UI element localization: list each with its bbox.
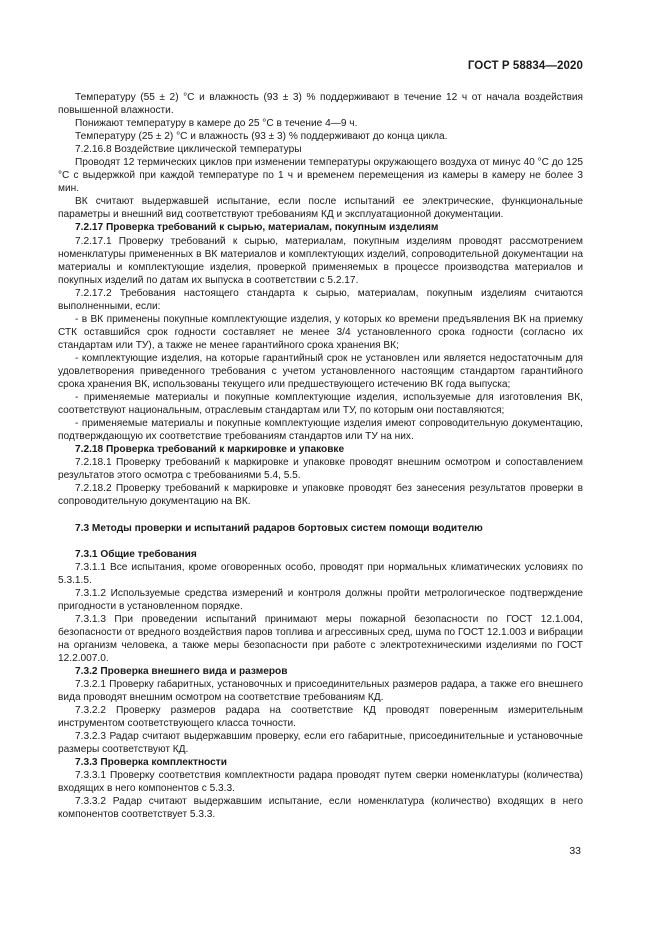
document-code: ГОСТ Р 58834—2020	[467, 60, 583, 72]
paragraph: 7.3.1.1 Все испытания, кроме оговоренных особо, проводят при нормальных климатических условиях по 5.3.1.5.	[58, 561, 583, 586]
paragraph: Температуру (55 ± 2) °С и влажность (93 ± 3) % поддерживают в течение 12 ч от начала воздействия повышенной влажности.	[58, 92, 583, 117]
section-heading: 7.2.18 Проверка требований к маркировке и упаковке	[75, 444, 345, 456]
page-number: 33	[569, 845, 581, 857]
paragraph: 7.2.17.1 Проверку требований к сырью, материалам, покупным изделиям проводят рассмотрением номенклатуры примененных в ВК материалов и комплектующих изделий, сопроводительной документации на материалы и комплектующие изделия, проверкой применяемых в процессе производства материалов и покупных изделий по датам их выпуска в соответствии с 5.2.17.	[58, 235, 583, 286]
list-item: - в ВК применены покупные комплектующие изделия, у которых ко времени предъявления ВК на приемку СТК оставшийся срок годности составляет не менее 3/4 установленного срока годности (согласно их стандартам или ТУ), а также не менее гарантийного срока хранения ВК;	[58, 313, 583, 351]
document-body	[58, 91, 583, 822]
paragraph: 7.3.1.3 При проведении испытаний принимают меры пожарной безопасности по ГОСТ 12.1.004, безопасности от вредного воздействия паров топлива и агрессивных сред, шума по ГОСТ 12.1.003 и вибрации на организм человека, а также меры безопасности при работе с электротехническими изделиями по ГОСТ 12.2.007.0.	[58, 613, 583, 664]
chapter-heading: 7.3 Методы проверки и испытаний радаров бортовых систем помощи водителю	[75, 522, 483, 534]
paragraph: 7.3.2.2 Проверку размеров радара на соответствие КД проводят поверенным измерительным инструментом соответствующего класса точности.	[58, 705, 583, 730]
section-heading: 7.3.2 Проверка внешнего вида и размеров	[75, 665, 288, 677]
paragraph: ВК считают выдержавшей испытание, если после испытаний ее электрические, функциональные параметры и внешний вид соответствуют требованиям КД и эксплуатационной документации.	[58, 196, 583, 221]
paragraph: 7.2.18.2 Проверку требований к маркировке и упаковке проводят без занесения результатов проверки в сопроводительную документацию на ВК.	[58, 483, 583, 508]
paragraph: 7.2.17.2 Требования настоящего стандарта к сырью, материалам, покупным изделиям считаются выполненными, если:	[58, 287, 583, 312]
section-heading: 7.3.1 Общие требования	[75, 548, 197, 560]
paragraph: 7.2.18.1 Проверку требований к маркировке и упаковке проводят внешним осмотром и сопоставлением результатов этого осмотра с требованиями 5.4, 5.5.	[58, 457, 583, 482]
section-heading: 7.2.17 Проверка требований к сырью, материалам, покупным изделиям	[75, 222, 439, 234]
paragraph: 7.3.2.3 Радар считают выдержавшим проверку, если его габаритные, присоединительные и установочные размеры соответствуют КД.	[58, 731, 583, 756]
list-item: - применяемые материалы и покупные комплектующие изделия, используемые для изготовления ВК, соответствуют национальным, отраслевым стандартам или ТУ, по которым они поставляются;	[58, 392, 583, 417]
list-item: - комплектующие изделия, на которые гарантийный срок не установлен или является недостаточным для удовлетворения приведенного требования с учетом установленного настоящим стандартом гарантийного срока хранения ВК, использованы текущего или предшествующего истечению ВК года выпуска;	[58, 352, 583, 391]
paragraph: 7.3.1.2 Используемые средства измерений и контроля должны пройти метрологическое подтверждение пригодности в установленном порядке.	[58, 587, 583, 612]
section-heading: 7.3.3 Проверка комплектности	[75, 757, 227, 769]
paragraph: 7.3.3.2 Радар считают выдержавшим испытание, если номенклатура (количество) входящих в него компонентов соответствует 5.3.3.	[58, 796, 583, 821]
paragraph: Проводят 12 термических циклов при изменении температуры окружающего воздуха от минус 40 °С до 125 °С с выдержкой при каждой температуре по 1 ч и временем перемещения из камеры в камеру не более 3 мин.	[58, 157, 583, 195]
list-item: - применяемые материалы и покупные комплектующие изделия имеют сопроводительную документацию, подтверждающую их соответствие требованиям стандартов или ТУ на них.	[58, 418, 583, 443]
subsection-title: 7.2.16.8 Воздействие циклической температуры	[75, 144, 302, 156]
paragraph: 7.3.2.1 Проверку габаритных, установочных и присоединительных размеров радара, а также его внешнего вида проводят внешним осмотром на соответствие требованиям КД.	[58, 679, 583, 704]
paragraph: Понижают температуру в камере до 25 °С в течение 4—9 ч.	[75, 118, 358, 130]
paragraph: 7.3.3.1 Проверку соответствия комплектности радара проводят путем сверки номенклатуры (количества) входящих в него компонентов с 5.3.3.	[58, 770, 583, 795]
paragraph: Температуру (25 ± 2) °С и влажность (93 ± 3) % поддерживают до конца цикла.	[75, 131, 448, 143]
